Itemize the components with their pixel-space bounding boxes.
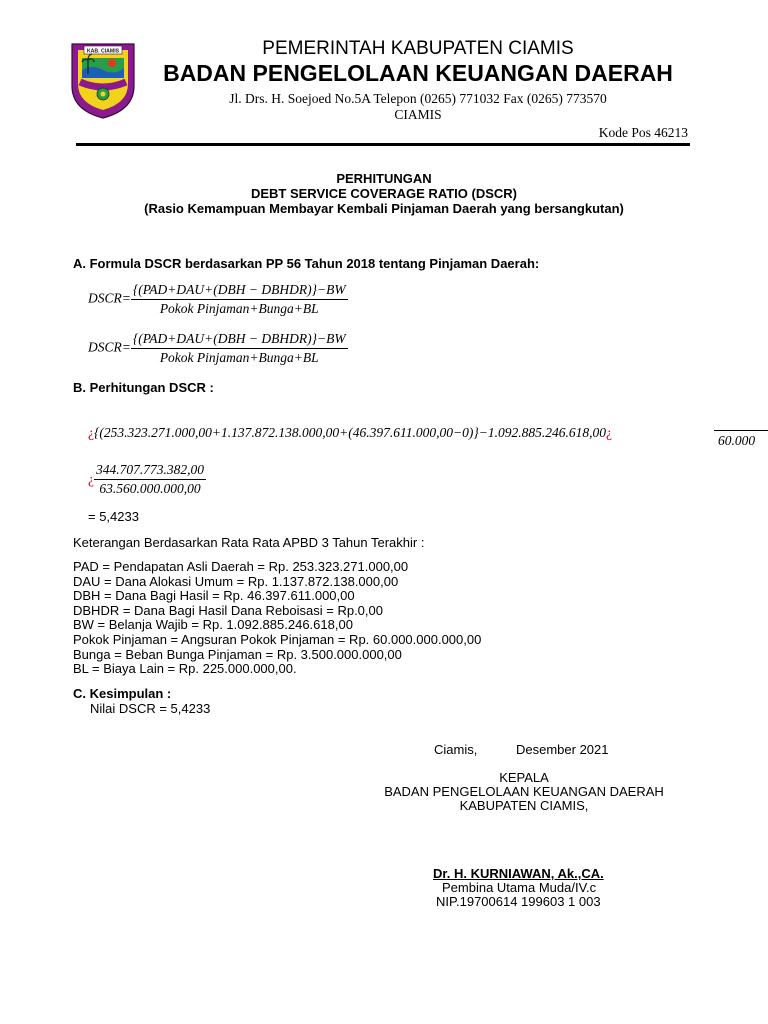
- document-subtitle: DEBT SERVICE COVERAGE RATIO (DSCR): [250, 186, 518, 201]
- calculation-fraction-bar: [714, 418, 768, 431]
- svg-text:KAB. CIAMIS: KAB. CIAMIS: [86, 48, 120, 55]
- formula-denominator: Pokok Pinjaman+Bunga+BL: [159, 301, 319, 316]
- list-item: Bunga = Beban Bunga Pinjaman = Rp. 3.500.000.000,00: [73, 646, 402, 662]
- list-item: BL = Biaya Lain = Rp. 225.000.000,00.: [73, 661, 297, 677]
- list-item: DBHDR = Dana Bagi Hasil Dana Reboisasi = Rp.0,00: [73, 602, 383, 618]
- formula-denominator: Pokok Pinjaman+Bunga+BL: [159, 350, 319, 365]
- list-item: BW = Belanja Wajib = Rp. 1.092.885.246.618,00: [73, 617, 353, 633]
- formula-numerator: {(PAD+DAU+(DBH − DBHDR)}−BW: [131, 331, 348, 349]
- ratio-denominator: 63.560.000.000,00: [99, 481, 201, 496]
- formula-fraction: [131, 282, 348, 317]
- calculation-expression: {(253.323.271.000,00+1.137.872.138.000,00+(46.397.611.000,00−0)}−1.092.885.246.618,00: [94, 425, 606, 440]
- signature-place: Ciamis,: [434, 742, 478, 757]
- signature-date: Desember 2021: [516, 742, 609, 757]
- agency-name: BADAN PENGELOLAAN KEUANGAN DAERAH: [163, 60, 673, 86]
- section-b-heading: B. Perhitungan DSCR :: [73, 380, 214, 395]
- government-name: PEMERINTAH KABUPATEN CIAMIS: [262, 38, 574, 59]
- coat-of-arms-logo: [66, 40, 140, 120]
- letterhead-divider: [76, 143, 690, 146]
- dscr-result: = 5,4233: [88, 509, 139, 524]
- postal-code: Kode Pos 46213: [598, 125, 688, 140]
- ratio-fraction: [94, 462, 206, 497]
- ratio-numerator: 344.707.773.382,00: [94, 462, 206, 480]
- agency-city: CIAMIS: [394, 107, 442, 122]
- section-c-heading: C. Kesimpulan :: [73, 686, 172, 701]
- section-a-heading: A. Formula DSCR berdasarkan PP 56 Tahun 2018 tentang Pinjaman Daerah:: [73, 256, 540, 271]
- document-description: (Rasio Kemampuan Membayar Kembali Pinjaman Daerah yang bersangkutan): [144, 201, 624, 216]
- formula-fraction: [131, 331, 348, 366]
- dscr-formula-1: [88, 282, 348, 317]
- agency-address: Jl. Drs. H. Soejoed No.5A Telepon (0265) 771032 Fax (0265) 773570: [229, 91, 607, 106]
- dscr-calculation: [88, 425, 612, 441]
- signatory-rank: Pembina Utama Muda/IV.c: [442, 880, 597, 895]
- formula-lhs: DSCR=: [88, 290, 131, 306]
- dscr-formula-2: [88, 331, 348, 366]
- missing-glyph-close: ¿: [605, 425, 612, 440]
- list-item: Pokok Pinjaman = Angsuran Pokok Pinjaman = Rp. 60.000.000.000,00: [73, 631, 482, 647]
- notes-intro: Keterangan Berdasarkan Rata Rata APBD 3 Tahun Terakhir :: [73, 535, 425, 550]
- signatory-agency: BADAN PENGELOLAAN KEUANGAN DAERAH: [384, 784, 664, 799]
- list-item: DAU = Dana Alokasi Umum = Rp. 1.137.872.138.000,00: [73, 573, 399, 589]
- calculation-denominator: 60.000: [718, 433, 756, 448]
- coat-of-arms-icon: [66, 40, 140, 120]
- list-item: PAD = Pendapatan Asli Daerah = Rp. 253.323.271.000,00: [73, 559, 409, 574]
- signatory-name: Dr. H. KURNIAWAN, Ak.,CA.: [433, 866, 604, 881]
- signatory-role: KEPALA: [499, 770, 549, 785]
- formula-lhs: DSCR=: [88, 339, 131, 355]
- dscr-ratio: [88, 462, 206, 497]
- list-item: DBH = Dana Bagi Hasil = Rp. 46.397.611.000,00: [73, 588, 355, 604]
- missing-glyph-open: ¿: [88, 425, 94, 440]
- signatory-nip: NIP.19700614 199603 1 003: [436, 894, 601, 909]
- conclusion-value: Nilai DSCR = 5,4233: [90, 701, 211, 716]
- document-title: PERHITUNGAN: [336, 171, 432, 186]
- missing-glyph-prefix: ¿: [88, 471, 94, 487]
- notes-list: [73, 560, 481, 677]
- formula-numerator: {(PAD+DAU+(DBH − DBHDR)}−BW: [131, 282, 348, 300]
- signatory-region: KABUPATEN CIAMIS,: [459, 798, 589, 813]
